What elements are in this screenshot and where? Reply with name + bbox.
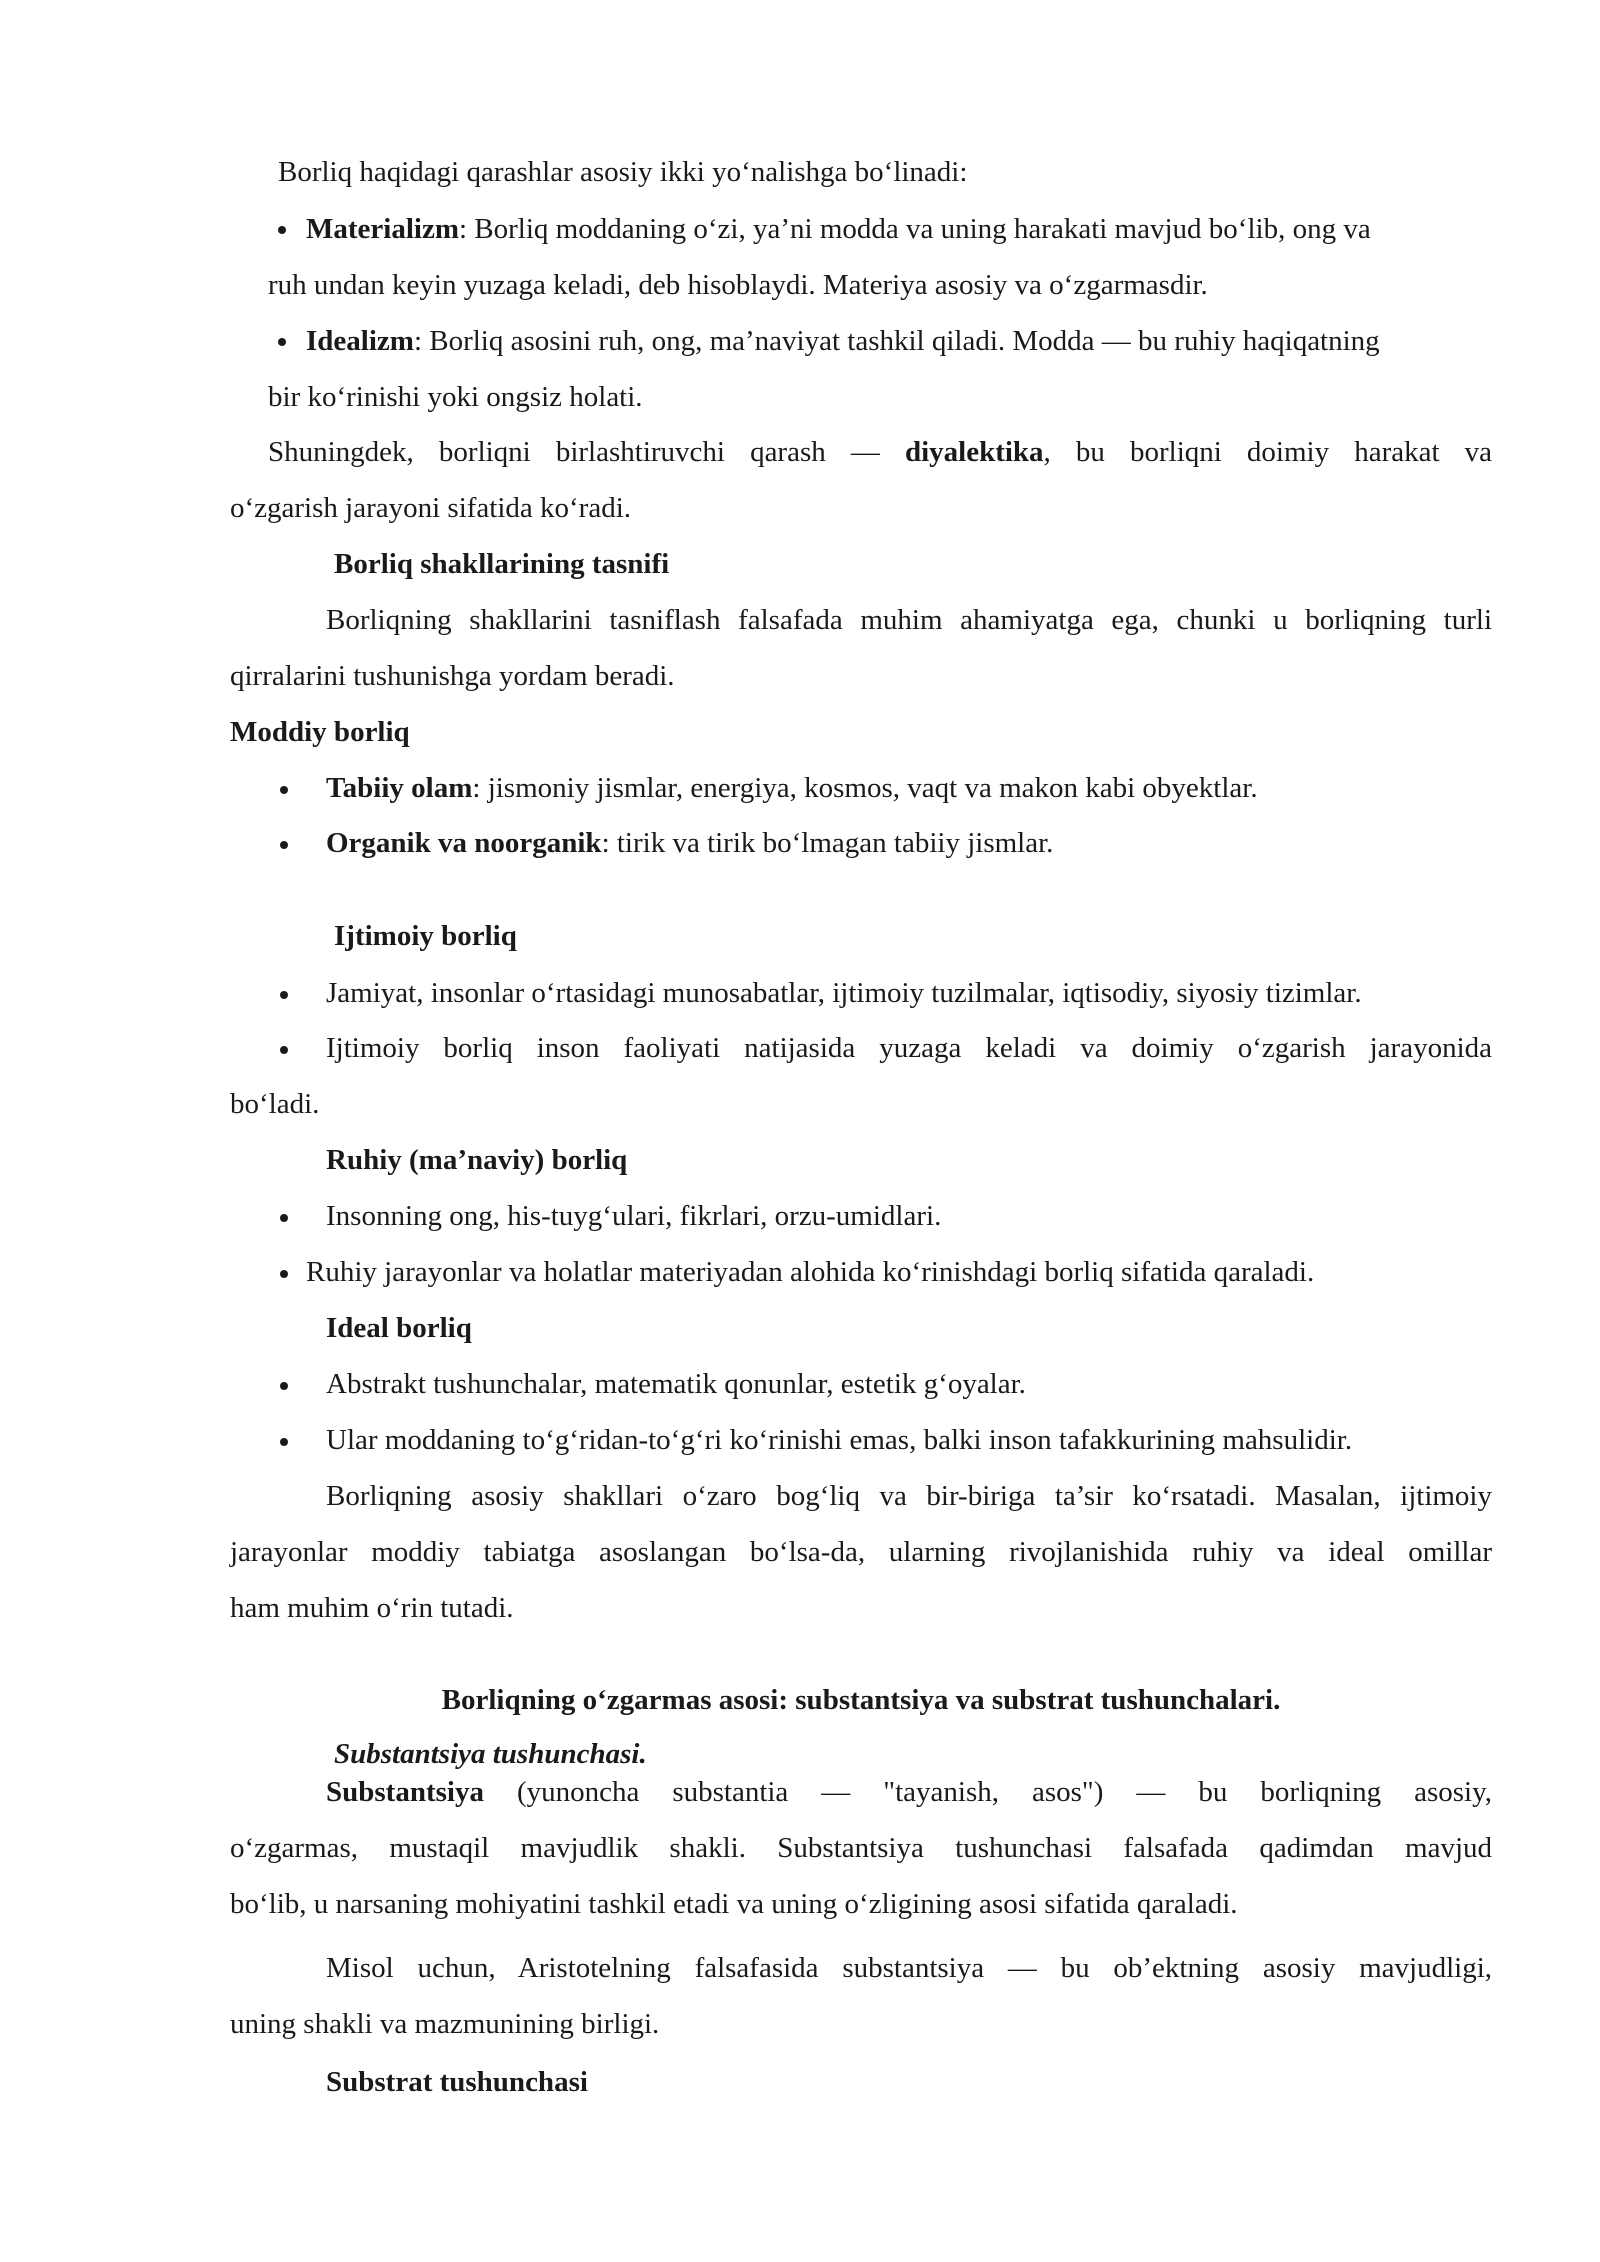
section-heading-substantsiya: Substantsiya tushunchasi. [334,1738,647,1770]
bullet-icon [280,1270,288,1278]
bullet-icon [280,786,288,794]
tasnif-line2: qirralarini tushunishga yordam beradi. [230,660,675,692]
misol-line1: Misol uchun, Aristotelning falsafasida substantsiya — bu ob’ektning asosiy mavjudligi, [326,1952,1492,1984]
substantsiya-line3: bo‘lib, u narsaning mohiyatini tashkil etadi va uning o‘zligining asosi sifatida qaraladi. [230,1888,1238,1920]
bullet-icon [278,338,286,346]
idealizm-line1 [306,327,1380,356]
idealizm-term: Idealizm [306,325,414,357]
ijtimoiy-item-2-line1: Ijtimoiy borliq inson faoliyati natijasida yuzaga keladi va doimiy o‘zgarish jarayonida [326,1032,1492,1064]
bullet-icon [280,1046,288,1054]
dialektika-line1: Shuningdek, borliqni birlashtiruvchi qarash — diyalektika, bu borliqni doimiy harakat va [268,436,1492,468]
ideal-item-2: Ular moddaning to‘g‘ridan-to‘g‘ri ko‘rinishi emas, balki inson tafakkurining mahsulidir. [326,1424,1353,1456]
misol-line2: uning shakli va mazmunining birligi. [230,2008,660,2040]
idealizm-line2: bir ko‘rinishi yoki ongsiz holati. [268,381,643,413]
substantsiya-line2: o‘zgarmas, mustaqil mavjudlik shakli. Substantsiya tushunchasi falsafada qadimdan mavjud [230,1832,1492,1864]
materializm-line1 [306,215,1371,244]
ruhiy-item-1: Insonning ong, his-tuyg‘ulari, fikrlari, orzu-umidlari. [326,1200,942,1232]
materializm-term: Materializm [306,213,459,245]
moddiy-item-2: Organik va noorganik: tirik va tirik bo‘lmagan tabiiy jismlar. [326,827,1054,859]
section-heading-moddiy: Moddiy borliq [230,716,410,748]
intro-line: Borliq haqidagi qarashlar asosiy ikki yo‘nalishga bo‘linadi: [278,156,968,188]
dialektika-term: diyalektika [904,436,1044,468]
ijtimoiy-item-1: Jamiyat, insonlar o‘rtasidagi munosabatlar, ijtimoiy tuzilmalar, iqtisodiy, siyosiy tizimlar. [326,977,1362,1009]
ideal-item-1: Abstrakt tushunchalar, matematik qonunlar, estetik g‘oyalar. [326,1368,1026,1400]
section-heading-ideal: Ideal borliq [326,1312,472,1344]
bullet-icon [280,1382,288,1390]
bog-line3: ham muhim o‘rin tutadi. [230,1592,514,1624]
ijtimoiy-item-2-line2: bo‘ladi. [230,1088,320,1120]
bullet-icon [280,1214,288,1222]
section-heading-substrat: Substrat tushunchasi [326,2066,588,2098]
bullet-icon [280,991,288,999]
section-heading-ijtimoiy: Ijtimoiy borliq [334,920,517,952]
section-heading-tasnif: Borliq shakllarining tasnifi [334,548,670,580]
substantsiya-line1: Substantsiya (yunoncha substantia — "tayanish, asos") — bu borliqning asosiy, [326,1776,1492,1808]
idealizm-text: : Borliq asosini ruh, ong, ma’naviyat tashkil qiladi. Modda — bu ruhiy haqiqatning [413,325,1380,357]
materializm-line2: ruh undan keyin yuzaga keladi, deb hisoblaydi. Materiya asosiy va o‘zgarmasdir. [268,269,1208,301]
dialektika-line2: o‘zgarish jarayoni sifatida ko‘radi. [230,492,632,524]
ruhiy-item-2: Ruhiy jarayonlar va holatlar materiyadan alohida ko‘rinishdagi borliq sifatida qaraladi. [306,1256,1315,1288]
bullet-icon [280,1438,288,1446]
materializm-text: : Borliq moddaning o‘zi, ya’ni modda va uning harakati mavjud bo‘lib, ong va [458,213,1371,245]
bog-line2: jarayonlar moddiy tabiatga asoslangan bo‘lsa-da, ularning rivojlanishida ruhiy va ideal omillar [230,1536,1492,1568]
section-heading-ruhiy: Ruhiy (ma’naviy) borliq [326,1144,628,1176]
bullet-icon [278,226,286,234]
moddiy-item-1: Tabiiy olam: jismoniy jismlar, energiya, kosmos, vaqt va makon kabi obyektlar. [326,772,1258,804]
section-heading-asos: Borliqning o‘zgarmas asosi: substantsiya va substrat tushunchalari. [441,1684,1281,1716]
bog-line1: Borliqning asosiy shakllari o‘zaro bog‘liq va bir-biriga ta’sir ko‘rsatadi. Masalan, ijtimoiy [326,1480,1492,1512]
bullet-icon [280,841,288,849]
tasnif-line1: Borliqning shakllarini tasniflash falsafada muhim ahamiyatga ega, chunki u borliqning turli [326,604,1492,636]
